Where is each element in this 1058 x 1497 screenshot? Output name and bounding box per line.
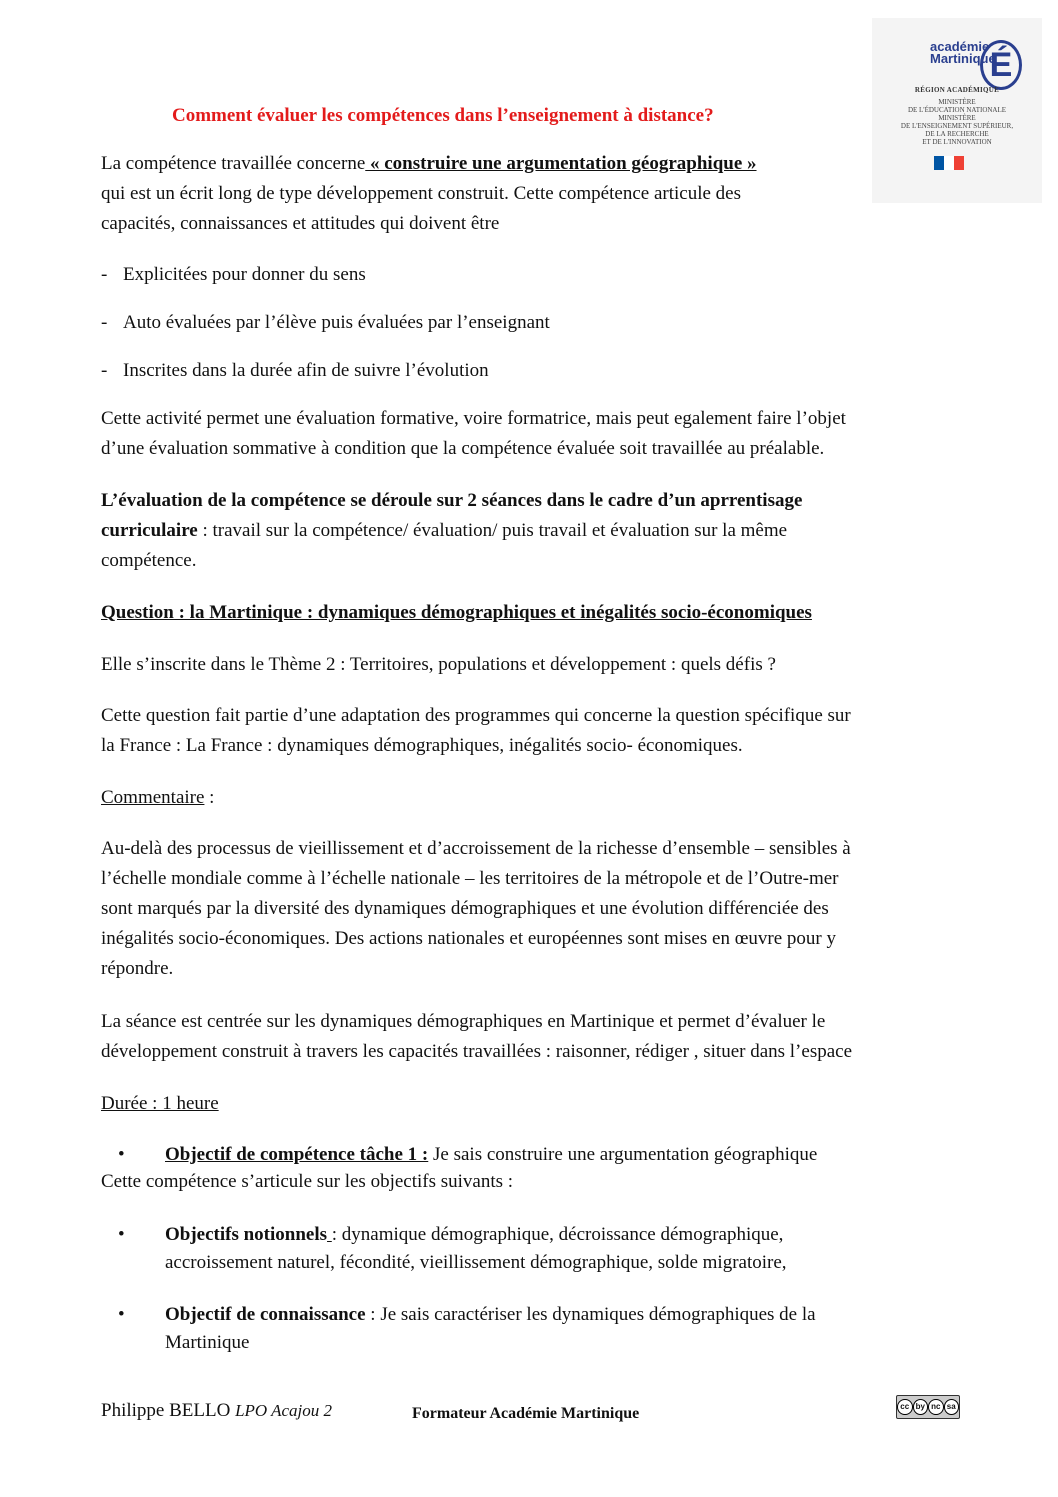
duration-label: Durée : 1 heure <box>101 1093 219 1114</box>
list-item <box>101 356 489 386</box>
commentaire-label: Commentaire <box>101 787 205 808</box>
seance-line-2: développement construit à travers les capacités travaillées : raisonner, rédiger , situer dans l’espace <box>101 1041 853 1062</box>
dash-marker: - <box>101 264 108 285</box>
commentaire-suffix: : <box>204 787 215 808</box>
list-item-text: Explicitées pour donner du sens <box>123 264 366 285</box>
creative-commons-license-icon <box>896 1395 960 1419</box>
evaluation-line-1: L’évaluation de la compétence se déroule sur 2 séances dans le cadre d’un aprrentisage <box>101 490 803 511</box>
comment-line: répondre. <box>101 958 174 979</box>
evaluation-line-2 <box>101 516 787 546</box>
comment-line: inégalités socio-économiques. Des actions nationales et européennes sont mises en œuvre pour y <box>101 928 836 949</box>
objective-intro-line: Cette compétence s’articule sur les objectifs suivants : <box>101 1171 514 1192</box>
nc-icon: nc <box>928 1399 944 1415</box>
footer-author: Philippe BELLO <box>101 1400 231 1421</box>
intro-line-3: capacités, connaissances et attitudes qui doivent être <box>101 213 500 234</box>
logo-ministries-text: MINISTÈRE DE L'ÉDUCATION NATIONALE MINISTÈRE DE L'ENSEIGNEMENT SUPÉRIEUR, DE LA RECHERCHE ET DE L'INNOVATION <box>900 98 1014 146</box>
bullet-marker: • <box>118 1304 125 1325</box>
dash-marker: - <box>101 312 108 333</box>
page-title: Comment évaluer les compétences dans l’enseignement à distance? <box>172 105 714 126</box>
objective-text: Martinique <box>165 1332 250 1353</box>
dash-marker: - <box>101 360 108 381</box>
sa-icon: sa <box>944 1399 960 1415</box>
objective-text: Je sais construire une argumentation géographique <box>428 1144 818 1165</box>
competence-highlight: « construire une argumentation géographique » <box>365 153 757 174</box>
flag-band <box>934 156 944 170</box>
list-item <box>101 260 366 290</box>
academy-logo <box>872 18 1042 203</box>
seance-line-1: La séance est centrée sur les dynamiques démographiques en Martinique et permet d’évaluer le <box>101 1011 826 1032</box>
evaluation-bold: curriculaire <box>101 520 203 541</box>
bullet-marker: • <box>118 1224 125 1245</box>
bullet-marker: • <box>118 1144 125 1165</box>
adaptation-line-2: la France : La France : dynamiques démographiques, inégalités socio- économiques. <box>101 735 743 756</box>
objective-text: accroissement naturel, fécondité, vieillissement démographique, solde migratoire, <box>165 1252 787 1273</box>
evaluation-text: : travail sur la compétence/ évaluation/ puis travail et évaluation sur la même <box>202 520 788 541</box>
footer-role: Formateur Académie Martinique <box>412 1405 640 1422</box>
activity-line-2: d’une évaluation sommative à condition que la compétence évaluée soit travaillée au préalable. <box>101 438 825 459</box>
objective-text: : Je sais caractériser les dynamiques démographiques de la <box>365 1304 816 1325</box>
intro-text: La compétence travaillée concerne <box>101 153 366 174</box>
footer-author-block <box>101 1398 332 1424</box>
french-flag-icon <box>934 156 964 170</box>
logo-academy-text: académie Martinique <box>930 39 996 66</box>
objective-label: Objectifs notionnels <box>165 1224 328 1245</box>
objective-label: Objectif de connaissance <box>165 1304 366 1325</box>
by-icon: by <box>913 1399 929 1415</box>
objective-label: Objectif de compétence tâche 1 : <box>165 1144 429 1165</box>
intro-line-1 <box>101 149 881 179</box>
list-item-text: Inscrites dans la durée afin de suivre l’évolution <box>123 360 489 381</box>
flag-band <box>944 156 954 170</box>
theme-line: Elle s’inscrite dans le Thème 2 : Territoires, populations et développement : quels défis ? <box>101 654 776 675</box>
cc-icon: cc <box>897 1399 913 1415</box>
activity-line-1: Cette activité permet une évaluation formative, voire formatrice, mais peut egalement faire l’objet <box>101 408 846 429</box>
intro-line-2: qui est un écrit long de type développement construit. Cette compétence articule des <box>101 183 741 204</box>
comment-line: l’échelle mondiale comme à l’échelle nationale – les territoires de la métropole et de l’Outre-mer <box>101 868 839 889</box>
objective-text: : dynamique démographique, décroissance démographique, <box>331 1224 784 1245</box>
objective-knowledge <box>165 1301 945 1357</box>
logo-region-text: RÉGION ACADÉMIQUE <box>914 86 1000 94</box>
adaptation-line-1: Cette question fait partie d’une adaptation des programmes qui concerne la question spécifique sur <box>101 705 851 726</box>
comment-line: Au-delà des processus de vieillissement et d’accroissement de la richesse d’ensemble – sensibles à <box>101 838 851 859</box>
objective-competence <box>165 1141 945 1169</box>
objective-notions <box>165 1221 945 1277</box>
question-heading: Question : la Martinique : dynamiques démographiques et inégalités socio-économiques <box>101 602 812 623</box>
footer-school: LPO Acajou 2 <box>235 1401 333 1420</box>
flag-band <box>954 156 964 170</box>
logo-e-icon: É <box>980 40 1022 90</box>
list-item-text: Auto évaluées par l’élève puis évaluées par l’enseignant <box>123 312 550 333</box>
commentaire-heading <box>101 783 214 813</box>
evaluation-line-3: compétence. <box>101 550 197 571</box>
comment-line: sont marqués par la diversité des dynamiques démographiques et une évolution différenciée des <box>101 898 829 919</box>
list-item <box>101 308 550 338</box>
